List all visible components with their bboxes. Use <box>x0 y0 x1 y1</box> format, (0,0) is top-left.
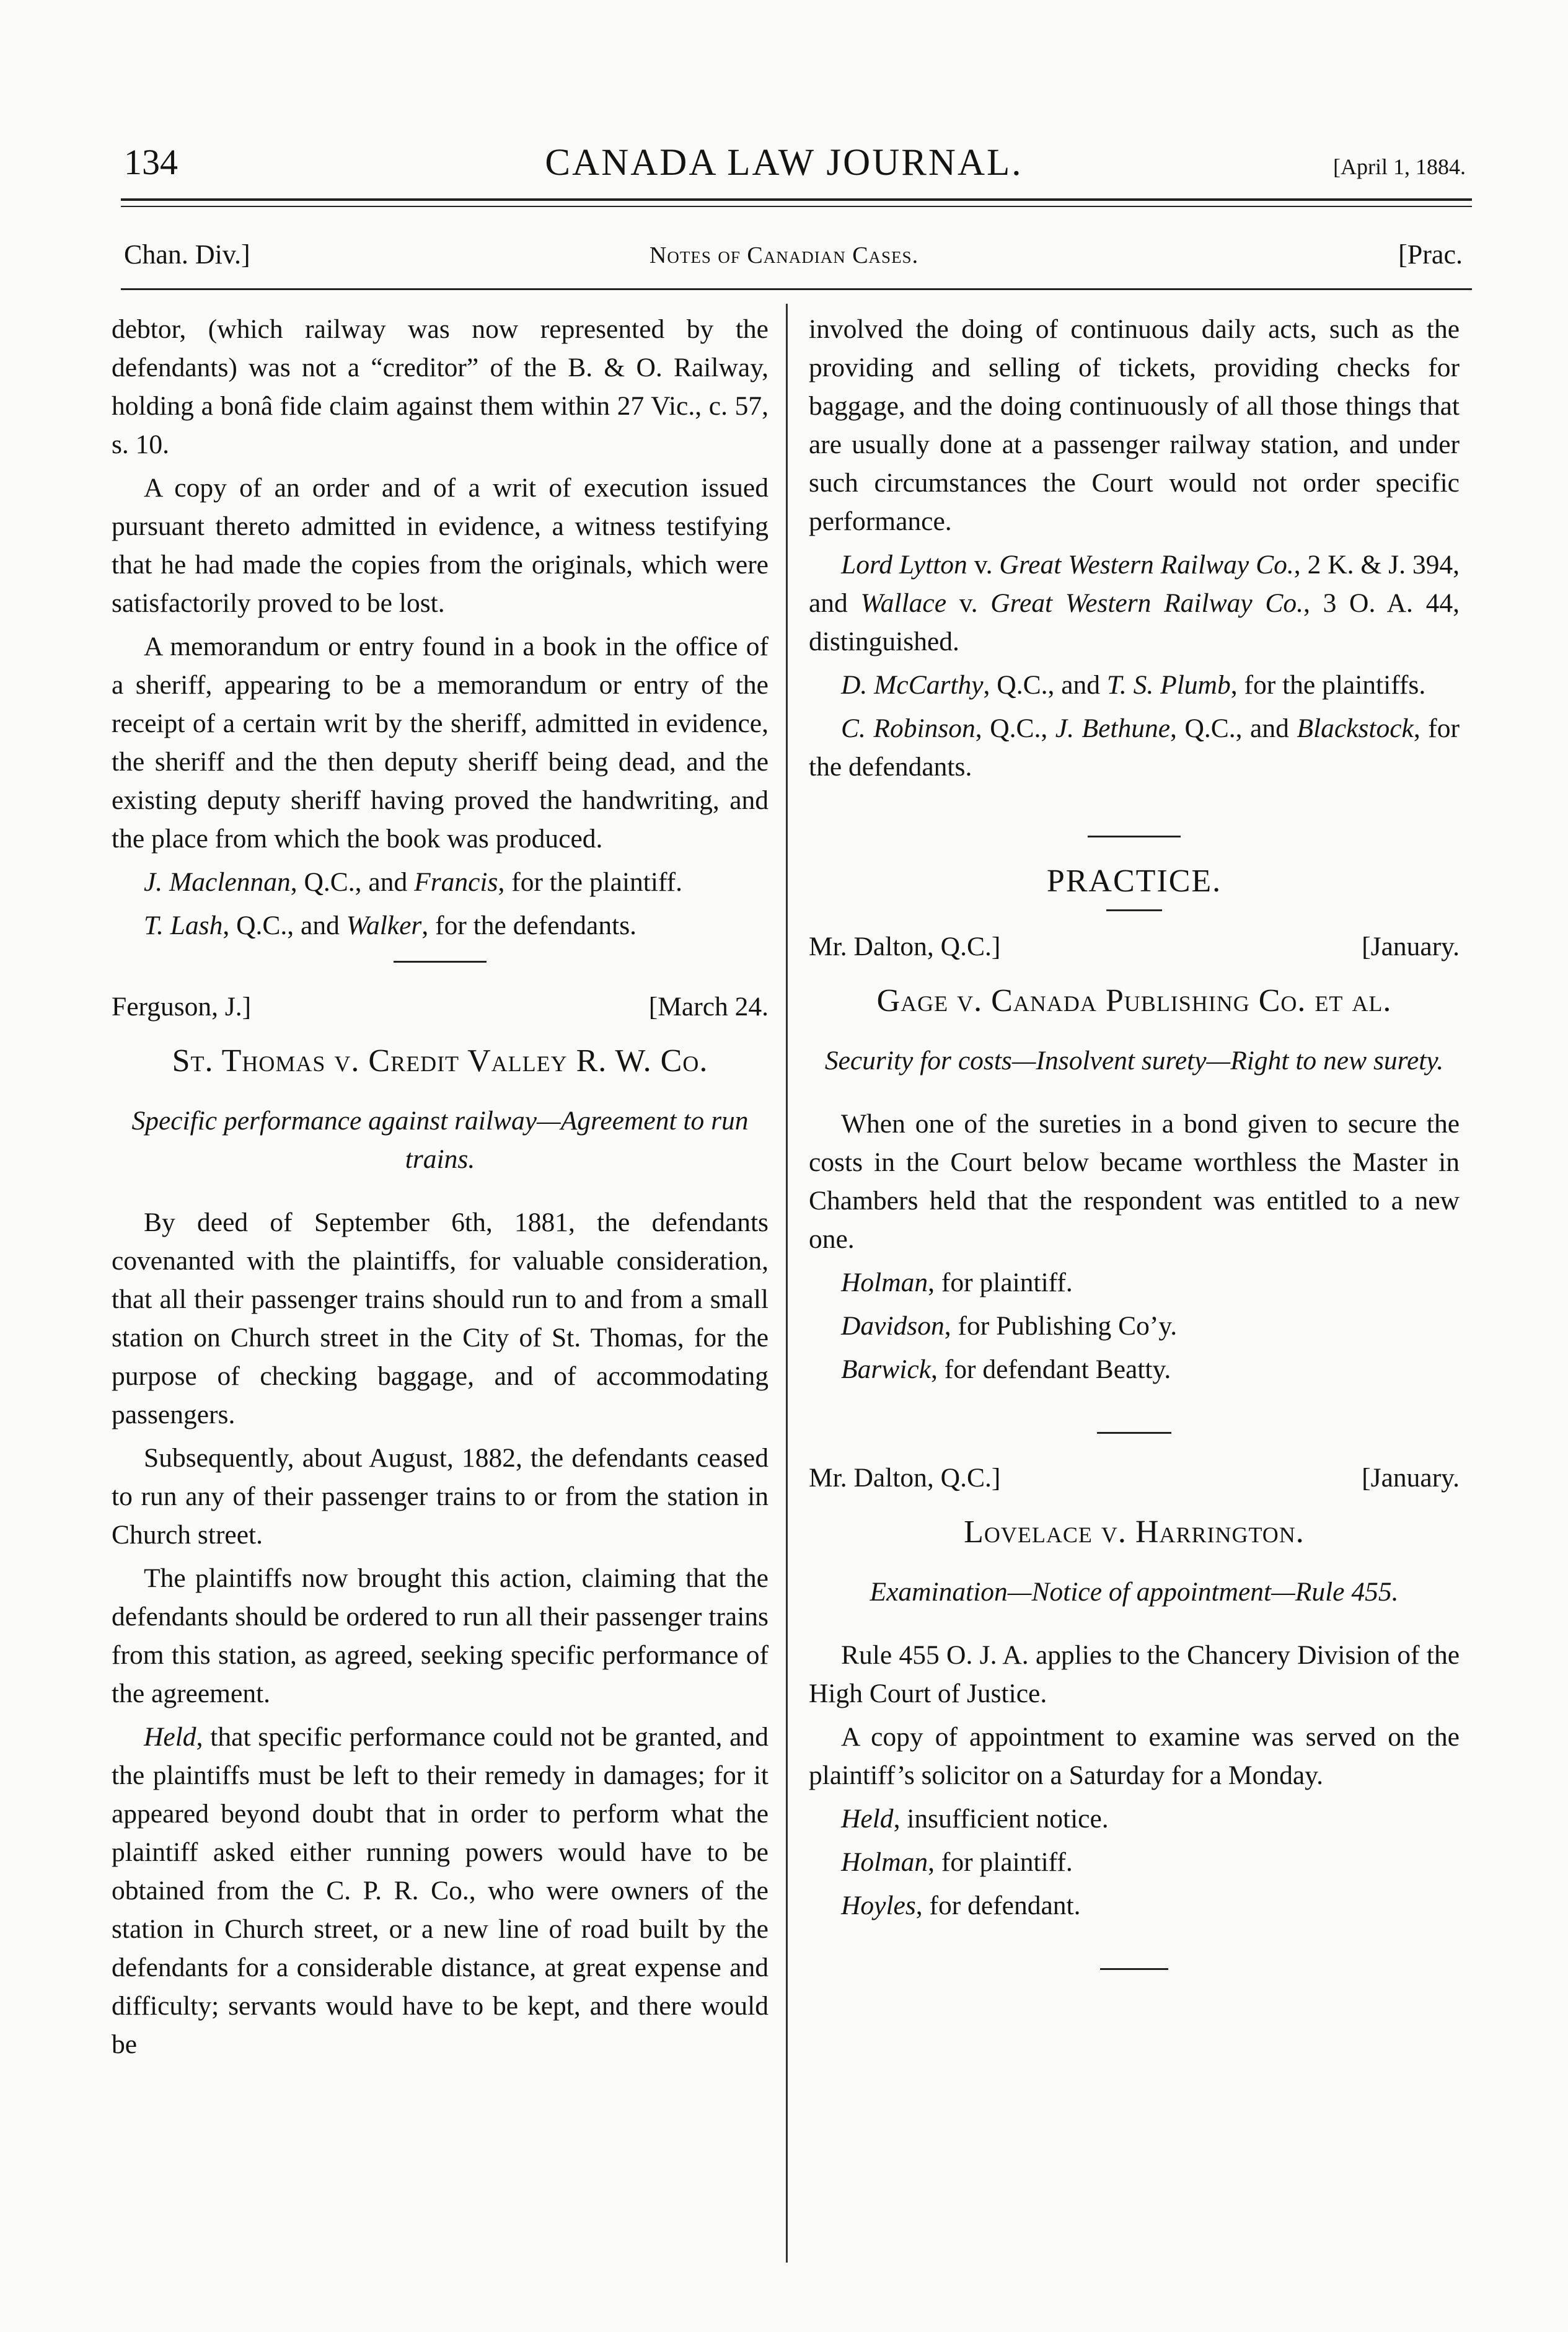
case-title: Lovelace v. Harrington. <box>964 1514 1305 1550</box>
paragraph: A copy of appointment to examine was served on the plaintiff’s solicitor on a Saturday for a Monday. <box>809 1722 1460 1790</box>
counsel-line: D. McCarthy, Q.C., and T. S. Plumb, for the plaintiffs. <box>841 670 1426 700</box>
case-header <box>809 1459 1460 1497</box>
header-rule-top <box>121 198 1472 201</box>
counsel-line: Holman, for plaintiff. <box>841 1847 1073 1877</box>
counsel-name: J. Maclennan <box>144 867 291 897</box>
counsel-name: Francis <box>414 867 498 897</box>
case-header <box>809 927 1460 966</box>
judge-name: Mr. Dalton, Q.C.] <box>809 1463 1001 1493</box>
judge-name: Mr. Dalton, Q.C.] <box>809 932 1001 961</box>
paragraph: By deed of September 6th, 1881, the defendants covenanted with the plaintiffs, for valuable consideration, that all their passenger trains should run to and from a small station on Church street in the City of St. Thomas, for the purpose of checking baggage, and of accommodating passengers. <box>112 1208 769 1429</box>
case-separator <box>1088 836 1181 837</box>
held-label: Held <box>144 1722 196 1752</box>
paragraph: The plaintiffs now brought this action, claiming that the defendants should be ordered to run all their passenger trains from this station, as agreed, seeking specific performance of the agreement. <box>112 1563 769 1708</box>
counsel-line: Holman, for plaintiff. <box>841 1268 1073 1297</box>
paragraph: When one of the sureties in a bond given to secure the costs in the Court below became worthless the Master in Chambers held that the respondent was entitled to a new one. <box>809 1109 1460 1254</box>
paragraph: debtor, (which railway was now represented by the defendants) was not a “creditor” of the B. & O. Railway, holding a bonâ fide claim against them within 27 Vic., c. 57, s. 10. <box>112 314 769 459</box>
case-separator <box>1097 1432 1171 1434</box>
case-header <box>112 987 769 1026</box>
case-separator <box>394 961 487 963</box>
counsel-line: Hoyles, for defendant. <box>841 1891 1081 1920</box>
case-separator <box>1100 1968 1168 1970</box>
right-column <box>809 310 1460 1995</box>
case-date: [January. <box>1362 932 1460 961</box>
case-catchwords: Security for costs—Insolvent surety—Right to new surety. <box>824 1046 1444 1075</box>
counsel-line: Davidson, for Publishing Co’y. <box>841 1311 1178 1341</box>
issue-date: [April 1, 1884. <box>1333 154 1466 179</box>
paragraph: A memorandum or entry found in a book in the office of a sheriff, appearing to be a memorandum or entry of the receipt of a certain writ by the sheriff, admitted in evidence, the sheriff and the then deputy sheriff being dead, and the existing deputy sheriff having proved the handwriting, and the place from which the book was produced. <box>112 632 769 854</box>
page-number: 134 <box>124 142 178 182</box>
case-date: [March 24. <box>648 992 769 1022</box>
judge-name: Ferguson, J.] <box>112 992 252 1022</box>
paragraph: involved the doing of continuous daily acts, such as the providing and selling of tickets, providing checks for baggage, and the doing continuously of all those things that are usually done at a passenger railway station, and under such circumstances the Court would not order specific performance. <box>809 314 1460 536</box>
header-rule-bottom <box>121 206 1472 207</box>
division-label-right: [Prac. <box>1398 239 1463 270</box>
case-catchwords: Examination—Notice of appointment—Rule 455. <box>870 1577 1399 1607</box>
subheader-rule <box>121 288 1472 290</box>
case-catchwords: Specific performance against railway—Agreement to run trains. <box>131 1106 749 1174</box>
paragraph: A copy of an order and of a writ of execution issued pursuant thereto admitted in evidence, a witness testifying that he had made the copies from the originals, which were satisfactorily proved to be lost. <box>112 473 769 618</box>
section-running-head: Notes of Canadian Cases. <box>649 242 919 268</box>
section-heading-rule <box>1106 909 1162 911</box>
journal-title: CANADA LAW JOURNAL. <box>545 142 1023 183</box>
citation-paragraph: Lord Lytton v. Great Western Railway Co., 2 K. & J. 394, and Wallace v. Great Western Railway Co., 3 O. A. 44, distinguished. <box>809 550 1460 656</box>
case-title: St. Thomas v. Credit Valley R. W. Co. <box>172 1043 708 1079</box>
left-column <box>112 310 769 2069</box>
counsel-name: Walker <box>346 911 422 940</box>
column-divider <box>786 304 788 2263</box>
counsel-line: C. Robinson, Q.C., J. Bethune, Q.C., and Blackstock, for the defendants. <box>809 713 1460 782</box>
case-title: Gage v. Canada Publishing Co. et al. <box>876 983 1392 1018</box>
counsel-name: T. Lash <box>144 911 223 940</box>
section-heading: PRACTICE. <box>1046 863 1222 899</box>
held-label: Held <box>841 1804 894 1834</box>
paragraph: Rule 455 O. J. A. applies to the Chancery Division of the High Court of Justice. <box>809 1640 1460 1708</box>
counsel-line: Barwick, for defendant Beatty. <box>841 1354 1171 1384</box>
paragraph: Subsequently, about August, 1882, the defendants ceased to run any of their passenger trains to or from the station in Church street. <box>112 1443 769 1550</box>
counsel-line: T. Lash, Q.C., and Walker, for the defendants. <box>144 911 637 940</box>
counsel-line: J. Maclennan, Q.C., and Francis, for the plaintiff. <box>144 867 683 897</box>
case-date: [January. <box>1362 1463 1460 1493</box>
paragraph: Held, that specific performance could not be granted, and the plaintiffs must be left to their remedy in damages; for it appeared beyond doubt that in order to perform what the plaintiff asked either running powers would have to be obtained from the C. P. R. Co., who were owners of the station in Church street, or a new line of road built by the defendants for a considerable distance, at great expense and difficulty; servants would have to be kept, and there would be <box>112 1722 769 2059</box>
held-line: Held, insufficient notice. <box>841 1804 1109 1834</box>
division-label: Chan. Div.] <box>124 239 250 270</box>
